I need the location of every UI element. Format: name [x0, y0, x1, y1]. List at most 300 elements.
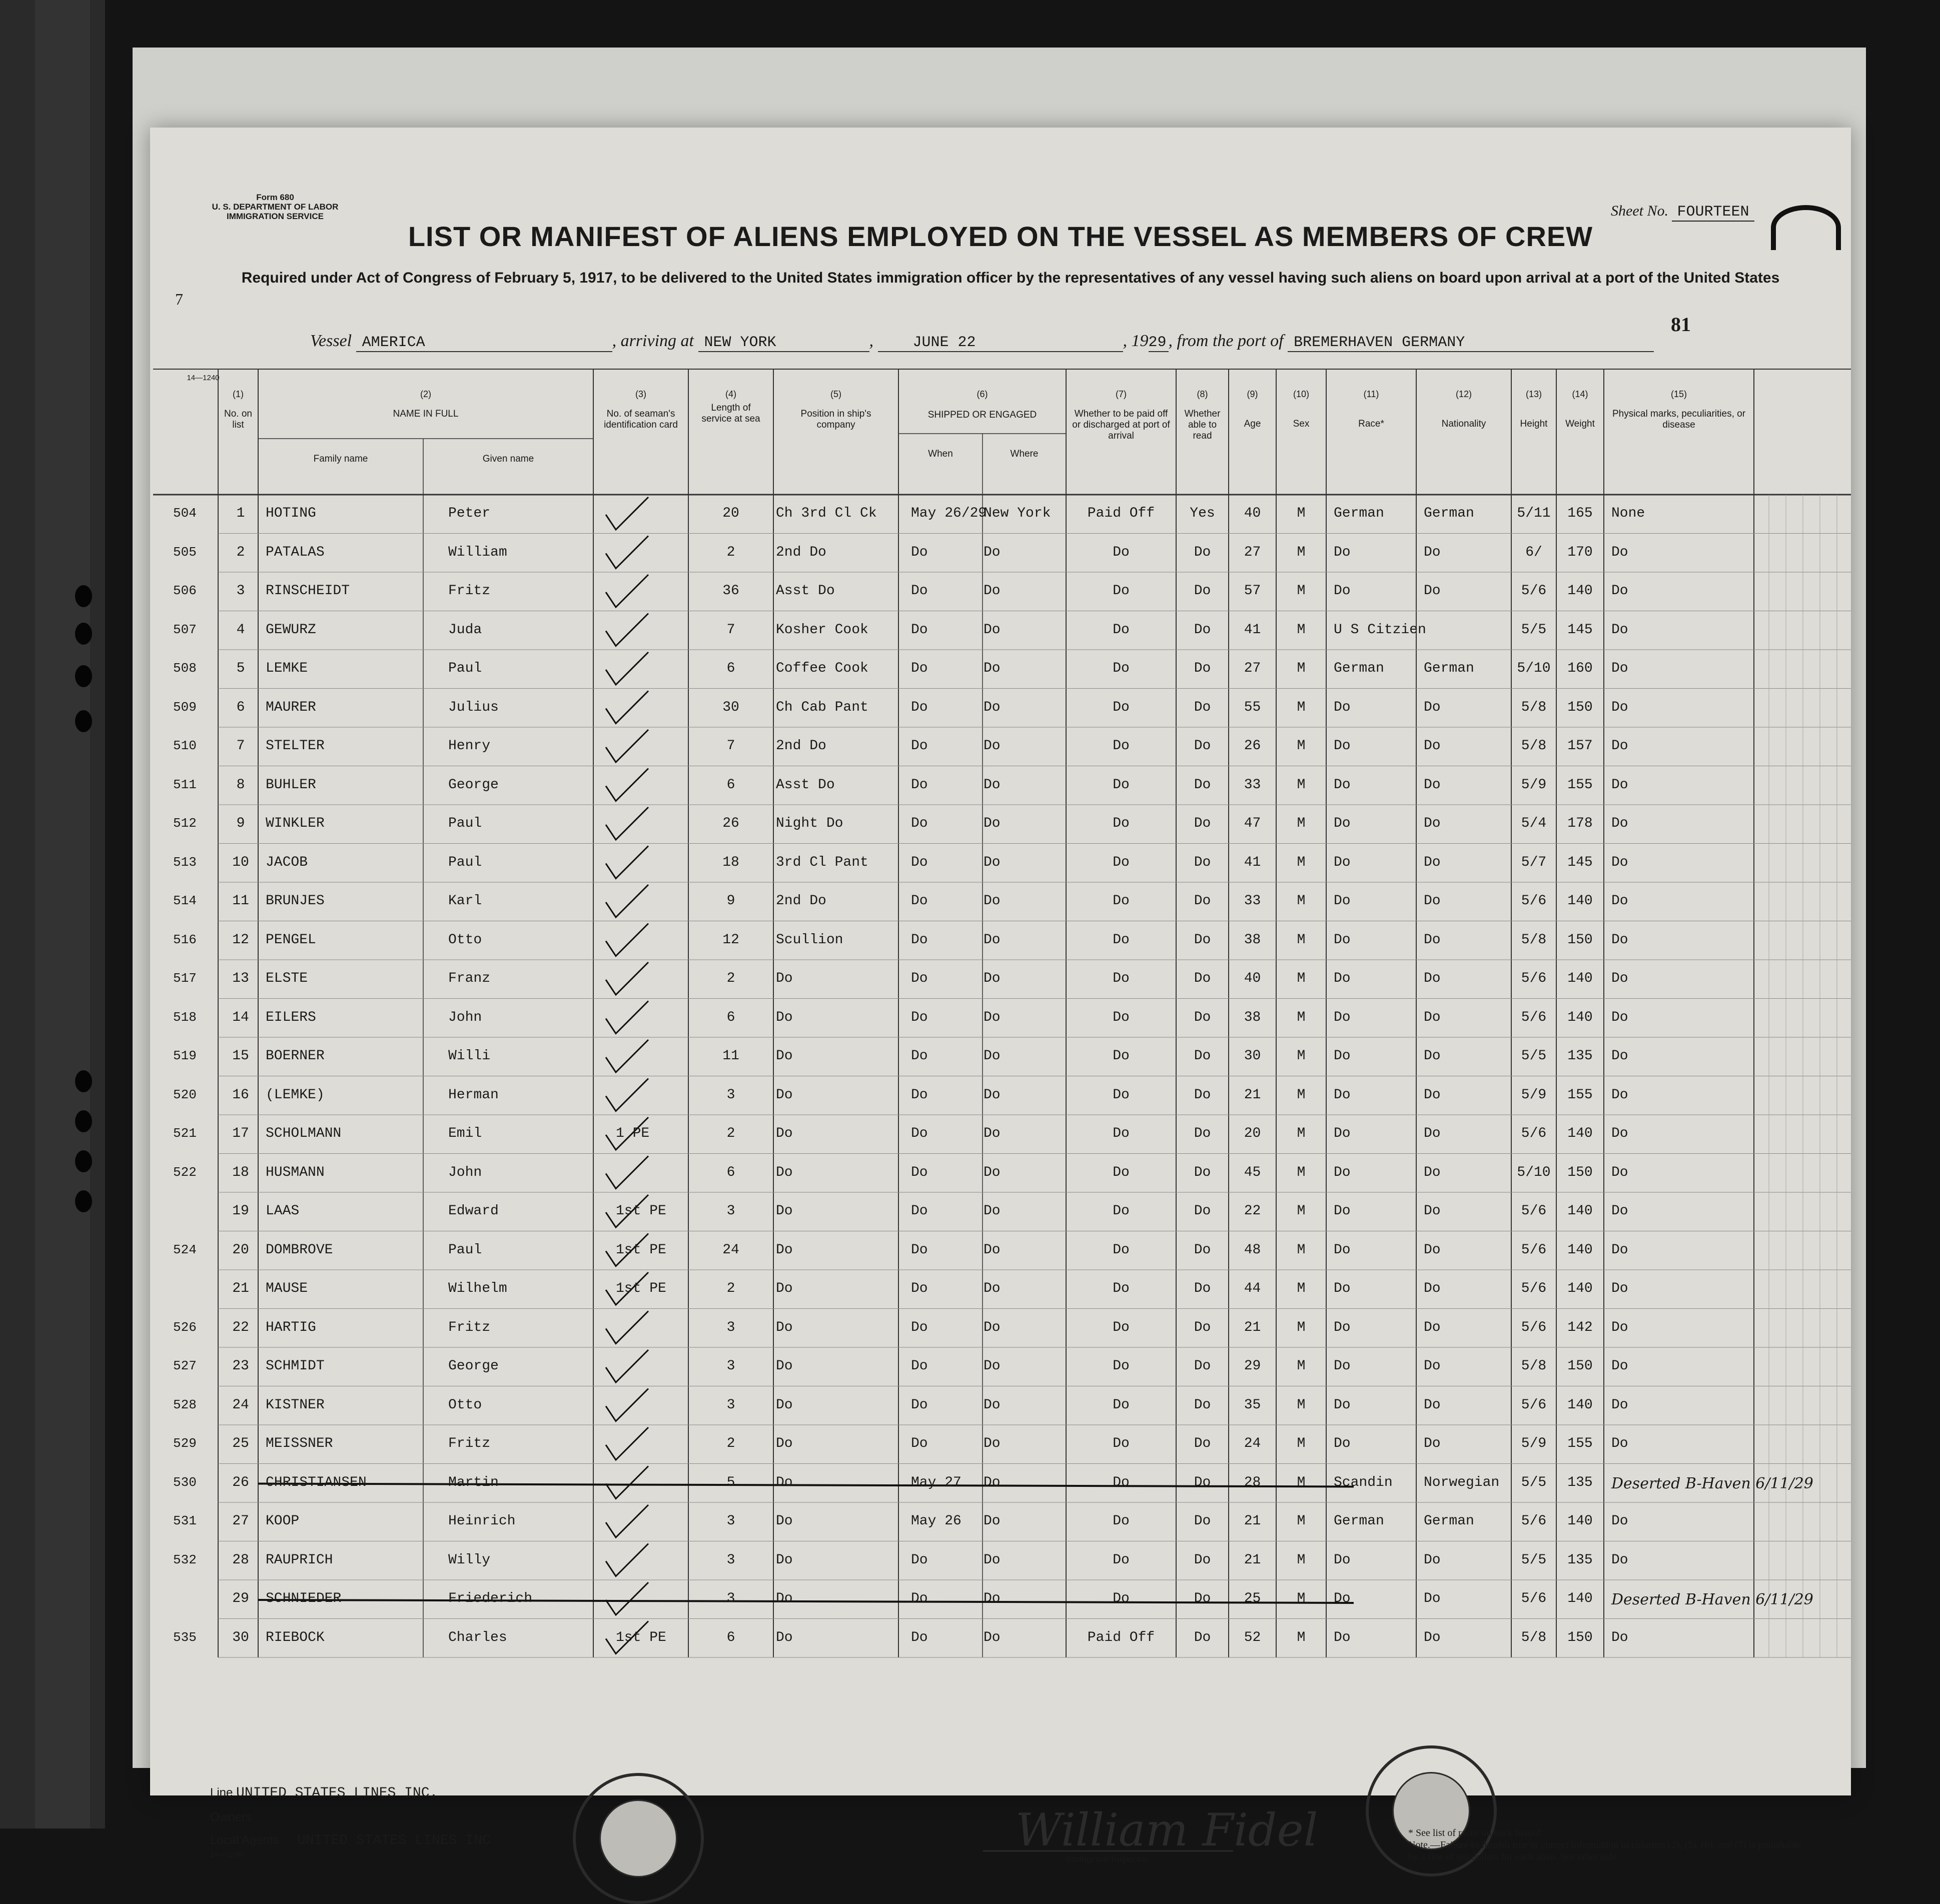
col12-header: Nationality [1441, 419, 1486, 429]
agents-value: UNITED STATES LINES INC [297, 1833, 491, 1848]
nationality: German [1424, 1513, 1474, 1529]
paid-off: Do [1113, 1281, 1130, 1296]
able-to-read: Do [1194, 1009, 1211, 1025]
position: Do [776, 1319, 793, 1335]
age: 22 [1244, 1203, 1261, 1219]
given-name: Friederich [448, 1591, 533, 1606]
owners-field [210, 1810, 252, 1824]
service-length: 36 [722, 583, 739, 599]
nationality: German [1424, 506, 1474, 521]
line-number: 535 [173, 1629, 197, 1645]
shipped-where: New York [984, 506, 1051, 521]
check-mark [606, 962, 648, 995]
col3-header: No. of seaman's identification card [604, 409, 678, 430]
line-number: 517 [173, 971, 197, 986]
race: Do [1334, 1629, 1351, 1645]
line-number: 527 [173, 1358, 197, 1373]
line-number: 524 [173, 1242, 197, 1257]
paid-off: Do [1113, 816, 1130, 831]
check-mark [606, 1427, 648, 1460]
age: 28 [1244, 1474, 1261, 1490]
binder-hole [75, 1070, 92, 1092]
weight: 140 [1567, 1281, 1593, 1296]
line-number: 516 [173, 932, 197, 947]
able-to-read: Do [1194, 1319, 1211, 1335]
height: 5/4 [1521, 816, 1547, 831]
row-number: 19 [232, 1203, 249, 1219]
age: 21 [1244, 1087, 1261, 1103]
shipped-when: Do [911, 738, 928, 754]
position: Ch Cab Pant [776, 699, 868, 715]
able-to-read: Do [1194, 1591, 1211, 1606]
age: 30 [1244, 1048, 1261, 1064]
service-length: 3 [726, 1358, 735, 1374]
weight: 140 [1567, 1397, 1593, 1413]
row-number: 12 [232, 932, 249, 948]
race: Do [1334, 1281, 1351, 1296]
owners-label: Owners [210, 1810, 252, 1824]
shipped-when: Do [911, 1358, 928, 1374]
family-name: HOTING [266, 506, 316, 521]
col7-header: Whether to be paid off or discharged at port of arrival [1072, 409, 1170, 441]
family-name: SCHMIDT [266, 1358, 325, 1374]
race: Do [1334, 1397, 1351, 1413]
physical-marks: Do [1611, 893, 1628, 909]
shipped-where: Do [984, 661, 1001, 676]
row-number: 15 [232, 1048, 249, 1064]
col13-number: (13) [1525, 389, 1542, 399]
height: 5/8 [1521, 1358, 1547, 1374]
service-length: 2 [726, 1281, 735, 1296]
height: 5/6 [1521, 1126, 1547, 1141]
physical-marks: Do [1611, 622, 1628, 638]
paid-off: Do [1113, 1591, 1130, 1606]
col15-header: Physical marks, peculiarities, or disease [1612, 409, 1746, 430]
given-name: Otto [448, 932, 482, 948]
shipped-when: Do [911, 1087, 928, 1103]
shipped-where: Do [984, 622, 1001, 638]
line-number: 505 [173, 544, 197, 560]
position: 2nd Do [776, 893, 826, 909]
paid-off: Do [1113, 1513, 1130, 1529]
nationality: Do [1424, 1009, 1441, 1025]
line-label: Line [210, 1786, 233, 1799]
weight: 140 [1567, 1513, 1593, 1529]
physical-marks: Do [1611, 971, 1628, 986]
binder-hole [75, 665, 92, 687]
arrival-date: JUNE 22 [878, 334, 1123, 352]
position: Do [776, 1397, 793, 1413]
check-mark [606, 691, 648, 724]
shipped-where: Do [984, 932, 1001, 948]
given-name: Paul [448, 661, 482, 676]
shipped-where: Do [984, 854, 1001, 870]
shipped-when: Do [911, 971, 928, 986]
weight: 140 [1567, 1591, 1593, 1606]
family-name: LAAS [266, 1203, 300, 1219]
agents-field [210, 1833, 491, 1848]
line-number: 506 [173, 583, 197, 598]
height: 5/11 [1517, 506, 1551, 521]
shipped-when: May 26/29 [911, 506, 987, 521]
race: Do [1334, 699, 1351, 715]
nationality: Do [1424, 699, 1441, 715]
race: Do [1334, 854, 1351, 870]
row-number: 28 [232, 1552, 249, 1568]
family-name: RAUPRICH [266, 1552, 333, 1568]
able-to-read: Do [1194, 1242, 1211, 1258]
paid-off: Do [1113, 971, 1130, 986]
family-name: (LEMKE) [266, 1087, 325, 1103]
family-name: MAUSE [266, 1281, 308, 1296]
service-length: 3 [726, 1397, 735, 1413]
manifest-sheet [150, 128, 1851, 1864]
shipped-where: Do [984, 1629, 1001, 1645]
col14-number: (14) [1572, 389, 1588, 399]
shipped-when: Do [911, 854, 928, 870]
age: 38 [1244, 932, 1261, 948]
family-name: LEMKE [266, 661, 308, 676]
age: 24 [1244, 1436, 1261, 1451]
shipped-where: Do [984, 1436, 1001, 1451]
physical-marks: Do [1611, 661, 1628, 676]
age: 41 [1244, 622, 1261, 638]
check-mark [606, 1582, 648, 1615]
position: Do [776, 1126, 793, 1141]
physical-marks: Do [1611, 932, 1628, 948]
position: Do [776, 1358, 793, 1374]
form-number: Form 680 [256, 193, 294, 202]
nationality: Do [1424, 1048, 1441, 1064]
family-name: PATALAS [266, 544, 325, 560]
shipped-when: Do [911, 1009, 928, 1025]
family-name: SCHOLMANN [266, 1126, 342, 1141]
paid-off: Do [1113, 1087, 1130, 1103]
physical-marks: Do [1611, 1048, 1628, 1064]
shipped-where: Do [984, 1319, 1001, 1335]
height: 5/6 [1521, 1009, 1547, 1025]
shipped-when: Do [911, 1203, 928, 1219]
physical-marks: Deserted B-Haven 6/11/29 [1611, 1474, 1813, 1492]
able-to-read: Do [1194, 1358, 1211, 1374]
check-mark [606, 536, 648, 569]
service-length: 7 [726, 738, 735, 754]
physical-marks: Do [1611, 544, 1628, 560]
departure-port: BREMERHAVEN GERMANY [1288, 334, 1654, 352]
service-length: 6 [726, 1009, 735, 1025]
nationality: Do [1424, 854, 1441, 870]
physical-marks: Do [1611, 738, 1628, 754]
nationality: Do [1424, 1436, 1441, 1451]
paid-off: Do [1113, 661, 1130, 676]
given-name: Edward [448, 1203, 499, 1219]
physical-marks: Do [1611, 1319, 1628, 1335]
id-card: 1st PE [616, 1242, 666, 1258]
paid-off: Do [1113, 1242, 1130, 1258]
age: 33 [1244, 777, 1261, 793]
height: 5/5 [1521, 1048, 1547, 1064]
position: Asst Do [776, 777, 835, 793]
shipped-where: Do [984, 1397, 1001, 1413]
weight: 178 [1567, 816, 1593, 831]
nationality: Do [1424, 1242, 1441, 1258]
able-to-read: Do [1194, 661, 1211, 676]
able-to-read: Do [1194, 622, 1211, 638]
shipped-when: May 26 [911, 1513, 961, 1529]
sex: M [1297, 1513, 1306, 1529]
position: Do [776, 971, 793, 986]
family-name: GEWURZ [266, 622, 316, 638]
print-code: 14—1240 [187, 374, 220, 382]
height: 5/5 [1521, 1474, 1547, 1490]
from-label: , from the port of [1168, 332, 1284, 350]
line-number: 518 [173, 1009, 197, 1025]
given-name: Paul [448, 854, 482, 870]
row-number: 29 [232, 1591, 249, 1606]
col10-header: Sex [1293, 419, 1310, 429]
given-name: William [448, 544, 507, 560]
race: Do [1334, 583, 1351, 599]
sex: M [1297, 583, 1306, 599]
row-number: 6 [236, 699, 245, 715]
position: Do [776, 1203, 793, 1219]
sex: M [1297, 854, 1306, 870]
weight: 135 [1567, 1552, 1593, 1568]
binder-hole [75, 710, 92, 732]
row-number: 27 [232, 1513, 249, 1529]
service-length: 3 [726, 1513, 735, 1529]
age: 20 [1244, 1126, 1261, 1141]
weight: 140 [1567, 583, 1593, 599]
shipped-when: Do [911, 777, 928, 793]
row-number: 21 [232, 1281, 249, 1296]
physical-marks: Do [1611, 1513, 1628, 1529]
col1-number: (1) [233, 389, 244, 399]
shipped-when: Do [911, 816, 928, 831]
age: 52 [1244, 1629, 1261, 1645]
sex: M [1297, 1436, 1306, 1451]
paid-off: Do [1113, 1048, 1130, 1064]
age: 35 [1244, 1397, 1261, 1413]
service-length: 2 [726, 971, 735, 986]
able-to-read: Do [1194, 1087, 1211, 1103]
footer-notes [1408, 1827, 1808, 1863]
row-number: 4 [236, 622, 245, 638]
race: Do [1334, 816, 1351, 831]
line-number: 514 [173, 893, 197, 908]
col9-number: (9) [1247, 389, 1258, 399]
nationality: German [1424, 661, 1474, 676]
weight: 140 [1567, 1203, 1593, 1219]
physical-marks: Do [1611, 1629, 1628, 1645]
given-name: John [448, 1009, 482, 1025]
service-length: 3 [726, 1319, 735, 1335]
col2b-header: Given name [482, 454, 534, 464]
able-to-read: Do [1194, 1164, 1211, 1180]
row-number: 17 [232, 1126, 249, 1141]
given-name: Emil [448, 1126, 482, 1141]
weight: 142 [1567, 1319, 1593, 1335]
weight: 160 [1567, 661, 1593, 676]
row-number: 8 [236, 777, 245, 793]
weight: 145 [1567, 854, 1593, 870]
shipped-where: Do [984, 1164, 1001, 1180]
service-length: 6 [726, 661, 735, 676]
service: IMMIGRATION SERVICE [227, 212, 324, 221]
weight: 150 [1567, 699, 1593, 715]
nationality: Do [1424, 544, 1441, 560]
family-name: MEISSNER [266, 1436, 333, 1451]
shipped-when: Do [911, 1048, 928, 1064]
sex: M [1297, 738, 1306, 754]
check-mark [606, 1466, 648, 1499]
vessel-name: AMERICA [356, 334, 612, 352]
race: U S Citzien [1334, 622, 1426, 638]
able-to-read: Do [1194, 699, 1211, 715]
shipped-when: Do [911, 544, 928, 560]
col2-number: (2) [420, 389, 431, 399]
sex: M [1297, 932, 1306, 948]
position: Do [776, 1513, 793, 1529]
weight: 150 [1567, 1629, 1593, 1645]
height: 5/6 [1521, 1397, 1547, 1413]
row-number: 14 [232, 1009, 249, 1025]
line-number: 531 [173, 1513, 197, 1528]
nationality: Do [1424, 971, 1441, 986]
age: 45 [1244, 1164, 1261, 1180]
given-name: Otto [448, 1397, 482, 1413]
check-mark [606, 1350, 648, 1382]
shipped-when: Do [911, 1591, 928, 1606]
line-number: 532 [173, 1552, 197, 1567]
margin-mark: 7 [175, 290, 183, 308]
position: Do [776, 1164, 793, 1180]
weight: 135 [1567, 1048, 1593, 1064]
sex: M [1297, 1009, 1306, 1025]
shipped-where: Do [984, 1513, 1001, 1529]
col6-number: (6) [977, 389, 988, 399]
family-name: HUSMANN [266, 1164, 325, 1180]
check-mark [606, 1544, 648, 1576]
nationality: Norwegian [1424, 1474, 1500, 1490]
weight: 157 [1567, 738, 1593, 754]
shipped-where: Do [984, 1087, 1001, 1103]
page-subtitle: Required under Act of Congress of February 5, 1917, to be delivered to the United States immigration officer by the representatives of any vessel having such aliens on board upon arrival at a port of the United States [241, 270, 1780, 286]
check-mark [606, 1001, 648, 1034]
id-card: 1st PE [616, 1281, 666, 1296]
sheet-value: FOURTEEN [1672, 204, 1754, 222]
paid-off: Paid Off [1087, 1629, 1155, 1645]
line-number: 513 [173, 854, 197, 870]
line-number: 521 [173, 1126, 197, 1141]
col15-number: (15) [1670, 389, 1687, 399]
service-length: 2 [726, 1126, 735, 1141]
check-mark [606, 1156, 648, 1189]
physical-marks: Do [1611, 854, 1628, 870]
able-to-read: Do [1194, 1436, 1211, 1451]
height: 5/8 [1521, 699, 1547, 715]
family-name: SCHNIEDER [266, 1591, 342, 1606]
able-to-read: Do [1194, 893, 1211, 909]
sex: M [1297, 1203, 1306, 1219]
height: 5/6 [1521, 1242, 1547, 1258]
position: Do [776, 1009, 793, 1025]
paid-off: Do [1113, 622, 1130, 638]
shipped-when: Do [911, 1629, 928, 1645]
age: 33 [1244, 893, 1261, 909]
shipped-where: Do [984, 1281, 1001, 1296]
race: Do [1334, 1436, 1351, 1451]
sex: M [1297, 971, 1306, 986]
position: Asst Do [776, 583, 835, 599]
paid-off: Do [1113, 1126, 1130, 1141]
shipped-when: Do [911, 932, 928, 948]
service-length: 6 [726, 777, 735, 793]
able-to-read: Do [1194, 932, 1211, 948]
race: Do [1334, 1552, 1351, 1568]
line-number: 522 [173, 1164, 197, 1180]
weight: 165 [1567, 506, 1593, 521]
race: Do [1334, 738, 1351, 754]
paid-off: Do [1113, 854, 1130, 870]
col13-header: Height [1520, 419, 1548, 429]
height: 5/5 [1521, 1552, 1547, 1568]
col8-number: (8) [1197, 389, 1208, 399]
paid-off: Do [1113, 1474, 1130, 1490]
height: 5/8 [1521, 932, 1547, 948]
family-name: ELSTE [266, 971, 308, 986]
race: Do [1334, 893, 1351, 909]
col4-header: Length of service at sea [701, 403, 760, 424]
col2a-header: Family name [313, 454, 368, 464]
line-value: UNITED STATES LINES INC. [236, 1785, 438, 1801]
able-to-read: Do [1194, 583, 1211, 599]
family-name: HARTIG [266, 1319, 316, 1335]
check-mark [606, 769, 648, 801]
line-number: 510 [173, 738, 197, 753]
able-to-read: Do [1194, 1474, 1211, 1490]
weight: 135 [1567, 1474, 1593, 1490]
able-to-read: Do [1194, 1397, 1211, 1413]
vessel-line: Vessel AMERICA , arriving at NEW YORK , JUNE 22 , 1929 , from the port of BREMERHAVEN GERMANY [310, 332, 1654, 352]
physical-marks: None [1611, 506, 1645, 521]
col6-header: SHIPPED OR ENGAGED [927, 410, 1037, 420]
position: 2nd Do [776, 544, 826, 560]
height: 5/5 [1521, 622, 1547, 638]
family-name: BOERNER [266, 1048, 325, 1064]
sex: M [1297, 1474, 1306, 1490]
height: 5/9 [1521, 1087, 1547, 1103]
physical-marks: Do [1611, 1087, 1628, 1103]
age: 57 [1244, 583, 1261, 599]
age: 21 [1244, 1513, 1261, 1529]
shipped-when: Do [911, 661, 928, 676]
service-length: 5 [726, 1474, 735, 1490]
position: Do [776, 1629, 793, 1645]
row-number: 10 [232, 854, 249, 870]
shipped-when: Do [911, 622, 928, 638]
col12-number: (12) [1455, 389, 1472, 399]
family-name: KOOP [266, 1513, 300, 1529]
family-name: STELTER [266, 738, 325, 754]
service-length: 3 [726, 1552, 735, 1568]
family-name: PENGEL [266, 932, 316, 948]
sex: M [1297, 1591, 1306, 1606]
paid-off: Do [1113, 1319, 1130, 1335]
check-mark [606, 846, 648, 879]
height: 5/7 [1521, 854, 1547, 870]
nationality: Do [1424, 1281, 1441, 1296]
